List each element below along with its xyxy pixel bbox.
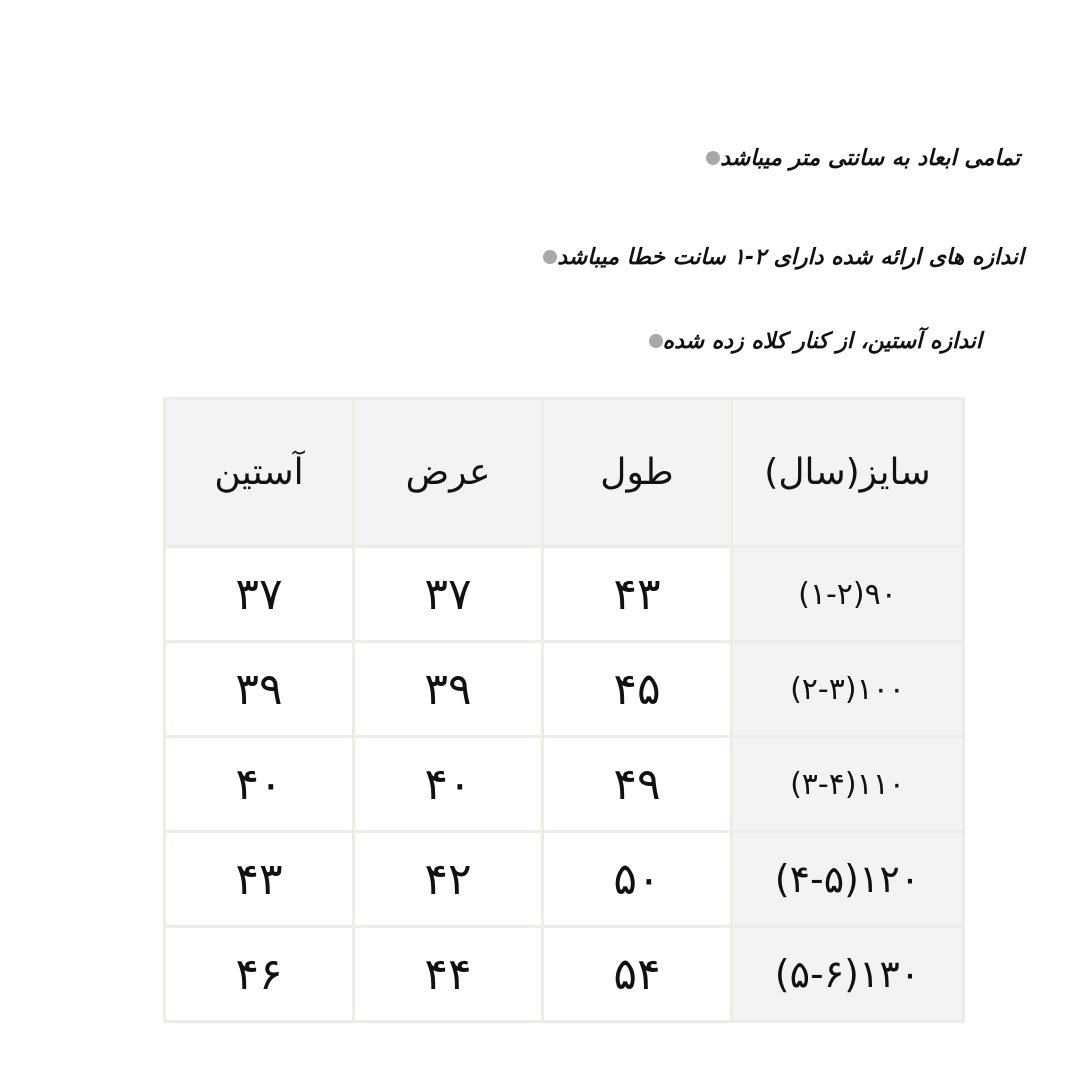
table-row xyxy=(165,547,964,642)
note-text: اندازه های ارائه شده دارای ۲-۱ سانت خطا میباشد xyxy=(557,244,1024,270)
length-cell: ۴۳ xyxy=(543,547,732,642)
size-cell: ۱۳۰(۵-۶) xyxy=(732,927,964,1022)
header-sleeve: آستین xyxy=(165,399,354,547)
width-cell: ۳۷ xyxy=(354,547,543,642)
length-cell: ۵۴ xyxy=(543,927,732,1022)
header-size: سایز(سال) xyxy=(732,399,964,547)
length-cell: ۴۹ xyxy=(543,737,732,832)
bullet-dot-icon xyxy=(706,151,720,165)
length-cell: ۴۵ xyxy=(543,642,732,737)
sleeve-cell: ۴۳ xyxy=(165,832,354,927)
note-text: اندازه آستین، از کنار کلاه زده شده xyxy=(662,328,982,354)
size-cell: ۱۱۰(۳-۴) xyxy=(732,737,964,832)
width-cell: ۳۹ xyxy=(354,642,543,737)
note-item xyxy=(706,138,1044,178)
table-row xyxy=(165,832,964,927)
note-text: تمامی ابعاد به سانتی متر میباشد xyxy=(720,145,1020,171)
size-cell: ۱۰۰(۲-۳) xyxy=(732,642,964,737)
sleeve-cell: ۴۰ xyxy=(165,737,354,832)
note-item xyxy=(543,237,1044,277)
table-row xyxy=(165,642,964,737)
size-cell: ۱۲۰(۴-۵) xyxy=(732,832,964,927)
width-cell: ۴۲ xyxy=(354,832,543,927)
size-chart-table xyxy=(163,397,965,1023)
header-width: عرض xyxy=(354,399,543,547)
size-cell: ۹۰(۱-۲) xyxy=(732,547,964,642)
sleeve-cell: ۳۷ xyxy=(165,547,354,642)
bullet-dot-icon xyxy=(543,250,557,264)
width-cell: ۴۰ xyxy=(354,737,543,832)
sleeve-cell: ۳۹ xyxy=(165,642,354,737)
table-header-row xyxy=(165,399,964,547)
length-cell: ۵۰ xyxy=(543,832,732,927)
sleeve-cell: ۴۶ xyxy=(165,927,354,1022)
width-cell: ۴۴ xyxy=(354,927,543,1022)
bullet-dot-icon xyxy=(649,334,663,348)
note-item xyxy=(649,321,1044,361)
header-length: طول xyxy=(543,399,732,547)
table-row xyxy=(165,737,964,832)
table-row xyxy=(165,927,964,1022)
